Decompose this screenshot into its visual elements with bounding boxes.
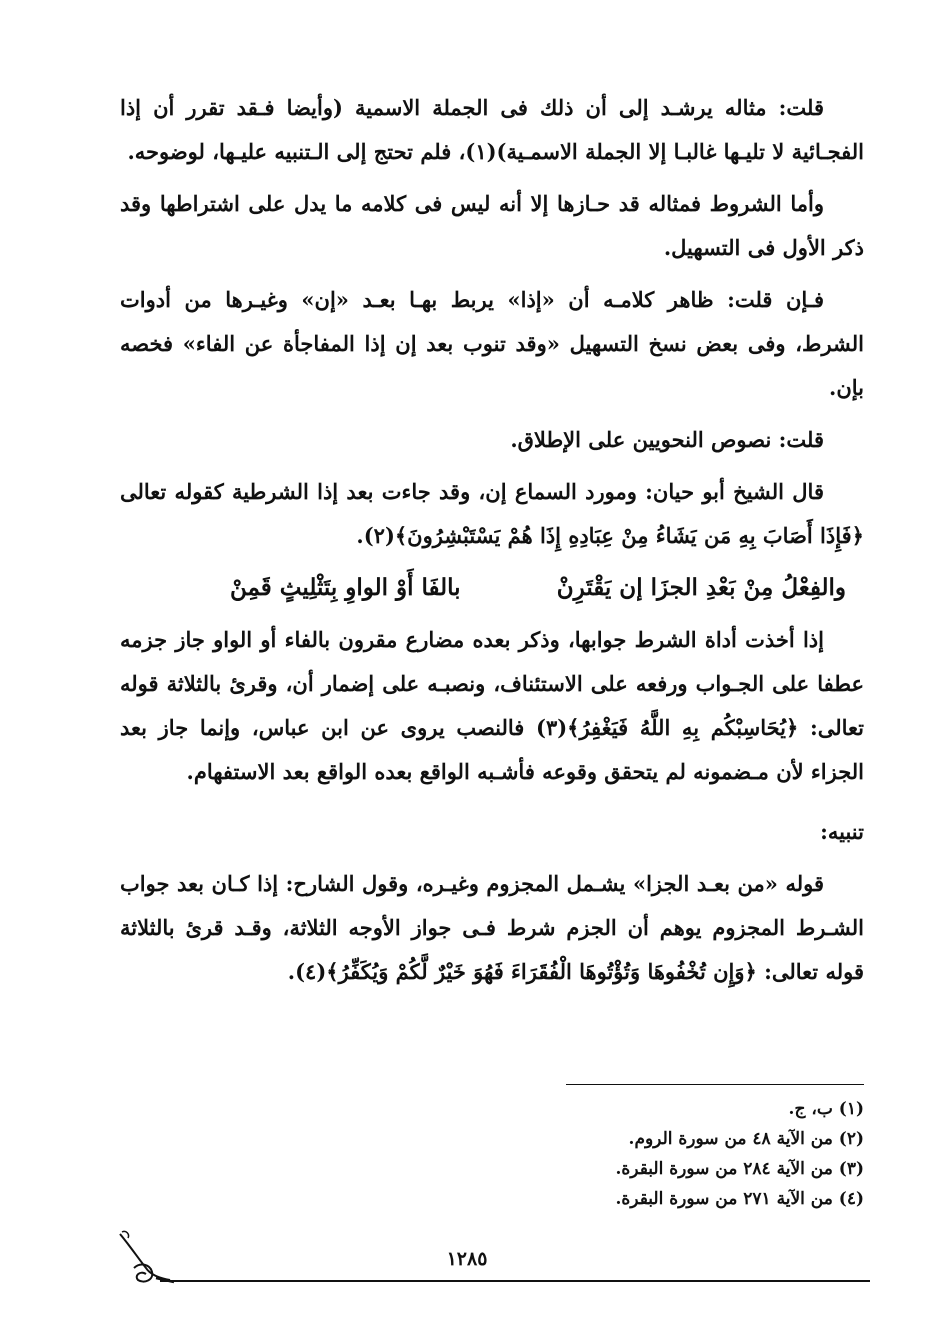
footnote-1: (١) ب، ج. bbox=[788, 1099, 864, 1119]
footnotes bbox=[450, 1094, 864, 1214]
flourish-icon bbox=[116, 1228, 176, 1286]
verse-first-hemistich: والفِعْلُ مِنْ بَعْدِ الجزَا إن يَقْتَرِنْ bbox=[556, 574, 846, 601]
paragraph-7: قوله «من بعـد الجزا» يشـمل المجزوم وغيـره، وقول الشارح: إذا كـان بعد جواب الشـرط المجزوم يوهم أن الجزم شرط فـى جواز الأوجه الثلاثة، وقـد قرئ بالثلاثة قوله تعالى: ﴿وَإِن تُخْفُوهَا وَتُؤْتُوهَا الْفُقَرَاءَ فَهُوَ خَيْرٌ لَّكُمْ وَيُكَفِّرُ﴾(٤). bbox=[120, 871, 864, 984]
verse-second-hemistich: بالفَا أَوْ الواوِ بِتَثْلِيثٍ قَمِنْ bbox=[230, 574, 461, 601]
paragraph-2: وأما الشروط فمثاله قد حـازها إلا أنه ليس فى كلامه ما يدل على اشتراطها وقد ذكر الأول فى التسهيل. bbox=[120, 191, 864, 260]
paragraph-4: قلت: نصوص النحويين على الإطلاق. bbox=[510, 427, 824, 452]
paragraph-3: فـإن قلت: ظاهر كلامـه أن «إذا» يربط بهـا بعـد «إن» وغيـرها من أدوات الشرط، وفى بعض نسخ التسهيل «وقد تنوب بعد إن إذا المفاجأة عن الفاء» فخصه بإن. bbox=[120, 287, 864, 400]
footnote-3: (٣) من الآية ٢٨٤ من سورة البقرة. bbox=[615, 1159, 864, 1179]
footnote-2: (٢) من الآية ٤٨ من سورة الروم. bbox=[628, 1129, 864, 1149]
bottom-rule bbox=[160, 1280, 870, 1282]
paragraph-5: قال الشيخ أبو حيان: ومورد السماع إن، وقد جاءت بعد إذا الشرطية كقوله تعالى ﴿فَإِذَا أَصَابَ بِهِ مَن يَشَاءُ مِنْ عِبَادِهِ إِذَا هُمْ يَسْتَبْشِرُونَ﴾(٢). bbox=[120, 479, 864, 548]
poetry-verse bbox=[120, 566, 864, 610]
footnote-4: (٤) من الآية ٢٧١ من سورة البقرة. bbox=[615, 1189, 864, 1209]
paragraph-6: إذا أخذت أداة الشرط جوابها، وذكر بعده مضارع مقرون بالفاء أو الواو جاز جزمه عطفا على الجـواب ورفعه على الاستئناف، ونصبـه على إضمار أن، وقرئ بالثلاثة قوله تعالى: ﴿يُحَاسِبْكُم بِهِ اللَّهُ فَيَغْفِرُ﴾(٣) فالنصب يروى عن ابن عباس، وإنما جاز بعد الجزاء لأن مـضمونه لم يتحقق وقوعه فأشـبه الواقع بعده الواقع بعد الاستفهام. bbox=[120, 627, 864, 784]
paragraph-1: قلت: مثاله يرشـد إلى أن ذلك فى الجملة الاسمية (وأيضا فـقد تقرر أن إذا الفجـائية لا تليـها غالبـا إلا الجملة الاسمـية)(١)، فلم تحتج إلى الـتنبيه عليـها، لوضوحه. bbox=[120, 95, 864, 164]
page-number: ١٢٨٥ bbox=[446, 1248, 488, 1270]
section-heading: تنبيه: bbox=[820, 819, 864, 844]
main-text bbox=[120, 86, 864, 1002]
footnote-separator bbox=[566, 1084, 864, 1085]
